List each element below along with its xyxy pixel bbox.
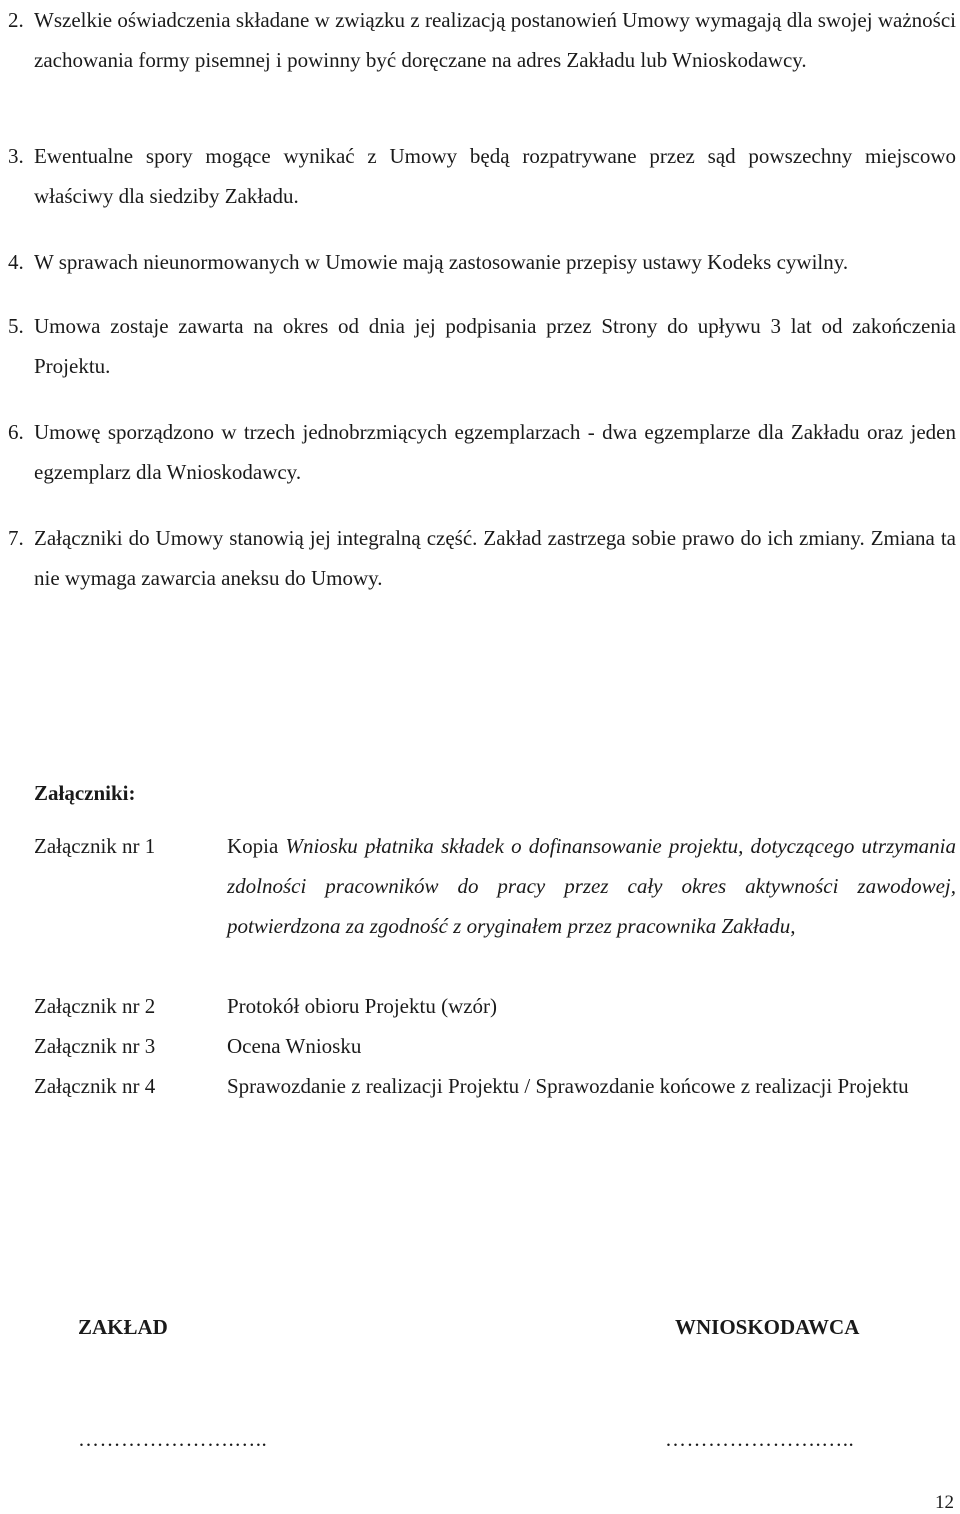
signature-title-wnioskodawca: WNIOSKODAWCA	[675, 1315, 860, 1339]
clause-3	[0, 136, 956, 216]
clause-6	[0, 412, 956, 492]
clause-7	[0, 518, 956, 598]
signature-line-zaklad: ………………….…..	[78, 1427, 268, 1451]
attachment-label: Załącznik nr 2	[34, 994, 156, 1018]
clause-number: 6.	[8, 420, 24, 444]
attachments-heading: Załączniki:	[34, 781, 136, 805]
attachment-description: Protokół obioru Projektu (wzór)	[227, 994, 498, 1018]
signature-line-wnioskodawca: ………………….…..	[665, 1427, 855, 1451]
attachment-item	[0, 986, 956, 1026]
attachment-item	[0, 1066, 956, 1106]
clause-number: 3.	[8, 144, 24, 168]
attachment-description: Ocena Wniosku	[227, 1034, 362, 1058]
attachment-label: Załącznik nr 3	[34, 1034, 156, 1058]
clause-text: Umowa zostaje zawarta na okres od dnia jej podpisania przez Strony do upływu 3 lat od zakończenia Projektu.	[34, 314, 956, 378]
clause-number: 5.	[8, 314, 24, 338]
attachment-description-plain: Kopia	[227, 834, 286, 858]
clause-number: 7.	[8, 526, 24, 550]
clause-text: W sprawach nieunormowanych w Umowie mają zastosowanie przepisy ustawy Kodeks cywilny.	[34, 250, 849, 274]
attachment-label: Załącznik nr 1	[34, 834, 156, 858]
attachment-item	[0, 826, 956, 946]
clause-2	[0, 0, 956, 80]
clause-4	[0, 242, 956, 282]
attachment-item	[0, 1026, 956, 1066]
attachment-description-italic: Wniosku płatnika składek o dofinansowanie projektu, dotyczącego utrzymania zdolności pracowników do pracy przez cały okres aktywności zawodowej, potwierdzona za zgodność z oryginałem przez pracownika Zakładu,	[227, 834, 956, 938]
clause-text: Umowę sporządzono w trzech jednobrzmiących egzemplarzach - dwa egzemplarze dla Zakładu oraz jeden egzemplarz dla Wnioskodawcy.	[34, 420, 956, 484]
clause-text: Ewentualne spory mogące wynikać z Umowy będą rozpatrywane przez sąd powszechny miejscowo właściwy dla siedziby Zakładu.	[34, 144, 956, 208]
attachment-description: Sprawozdanie z realizacji Projektu / Sprawozdanie końcowe z realizacji Projektu	[227, 1074, 909, 1098]
attachment-description	[227, 826, 956, 946]
clause-number: 2.	[8, 8, 24, 32]
clause-number: 4.	[8, 250, 24, 274]
clause-text: Wszelkie oświadczenia składane w związku z realizacją postanowień Umowy wymagają dla swojej ważności zachowania formy pisemnej i powinny być doręczane na adres Zakładu lub Wnioskodawcy.	[34, 8, 956, 72]
attachment-label: Załącznik nr 4	[34, 1074, 156, 1098]
signature-title-zaklad: ZAKŁAD	[78, 1315, 168, 1339]
clause-text: Załączniki do Umowy stanowią jej integralną część. Zakład zastrzega sobie prawo do ich zmiany. Zmiana ta nie wymaga zawarcia aneksu do Umowy.	[34, 526, 956, 590]
page-number: 12	[935, 1492, 954, 1513]
clause-5	[0, 306, 956, 386]
